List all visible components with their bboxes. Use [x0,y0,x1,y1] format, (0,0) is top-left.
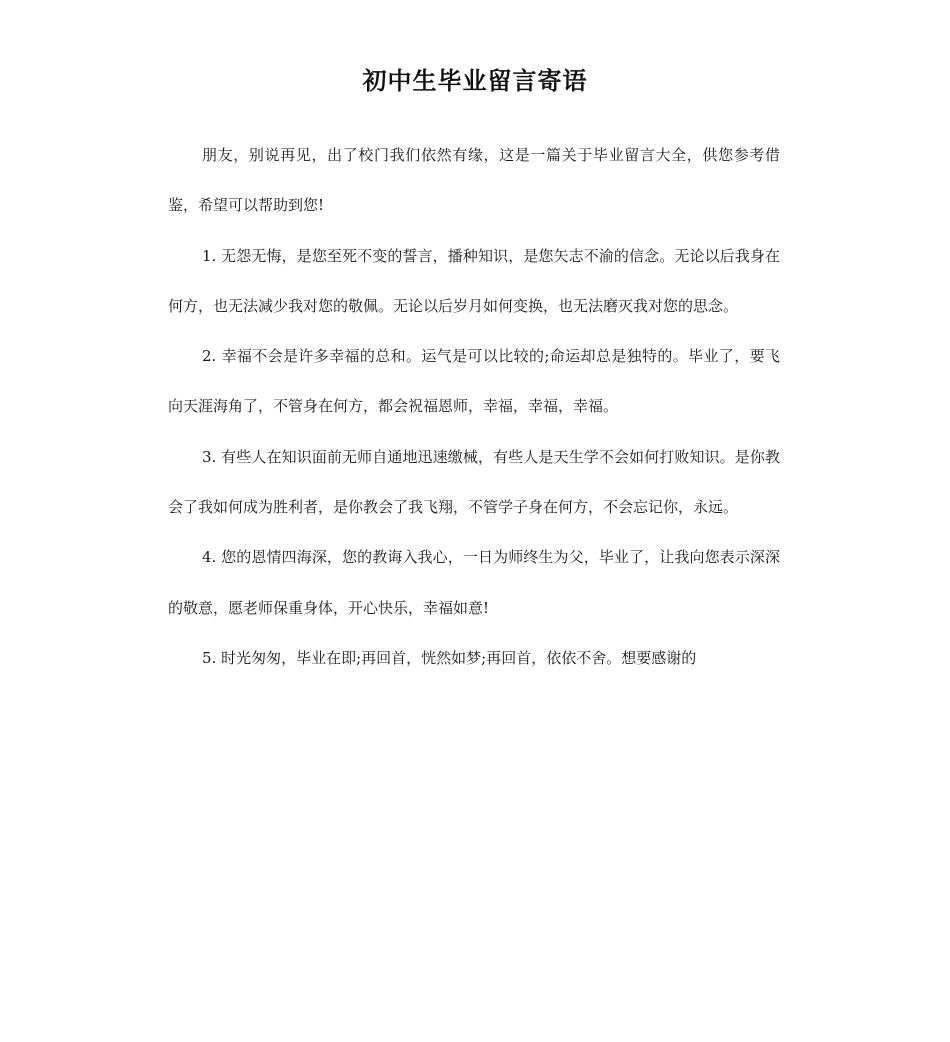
document-body [168,130,780,683]
page-title: 初中生毕业留言寄语 [362,67,588,95]
message-paragraph-4: 4. 您的恩情四海深，您的教诲入我心，一日为师终生为父，毕业了，让我向您表示深深的敬意，愿老师保重身体，开心快乐，幸福如意! [168,548,780,617]
message-paragraph-5: 5. 时光匆匆，毕业在即;再回首，恍然如梦;再回首，依依不舍。想要感谢的 [202,648,697,667]
message-paragraph-1: 1. 无怨无悔，是您至死不变的誓言，播种知识，是您矢志不渝的信念。无论以后我身在何方，也无法减少我对您的敬佩。无论以后岁月如何变换，也无法磨灭我对您的思念。 [168,246,780,315]
message-paragraph-2: 2. 幸福不会是许多幸福的总和。运气是可以比较的;命运却总是独特的。毕业了，要飞向天涯海角了，不管身在何方，都会祝福恩师，幸福，幸福，幸福。 [168,347,780,416]
message-paragraph-3: 3. 有些人在知识面前无师自通地迅速缴械，有些人是天生学不会如何打败知识。是你教会了我如何成为胜利者，是你教会了我飞翔，不管学子身在何方，不会忘记你，永远。 [168,447,780,517]
intro-paragraph: 朋友，别说再见，出了校门我们依然有缘，这是一篇关于毕业留言大全，供您参考借鉴，希望可以帮助到您! [168,146,780,215]
